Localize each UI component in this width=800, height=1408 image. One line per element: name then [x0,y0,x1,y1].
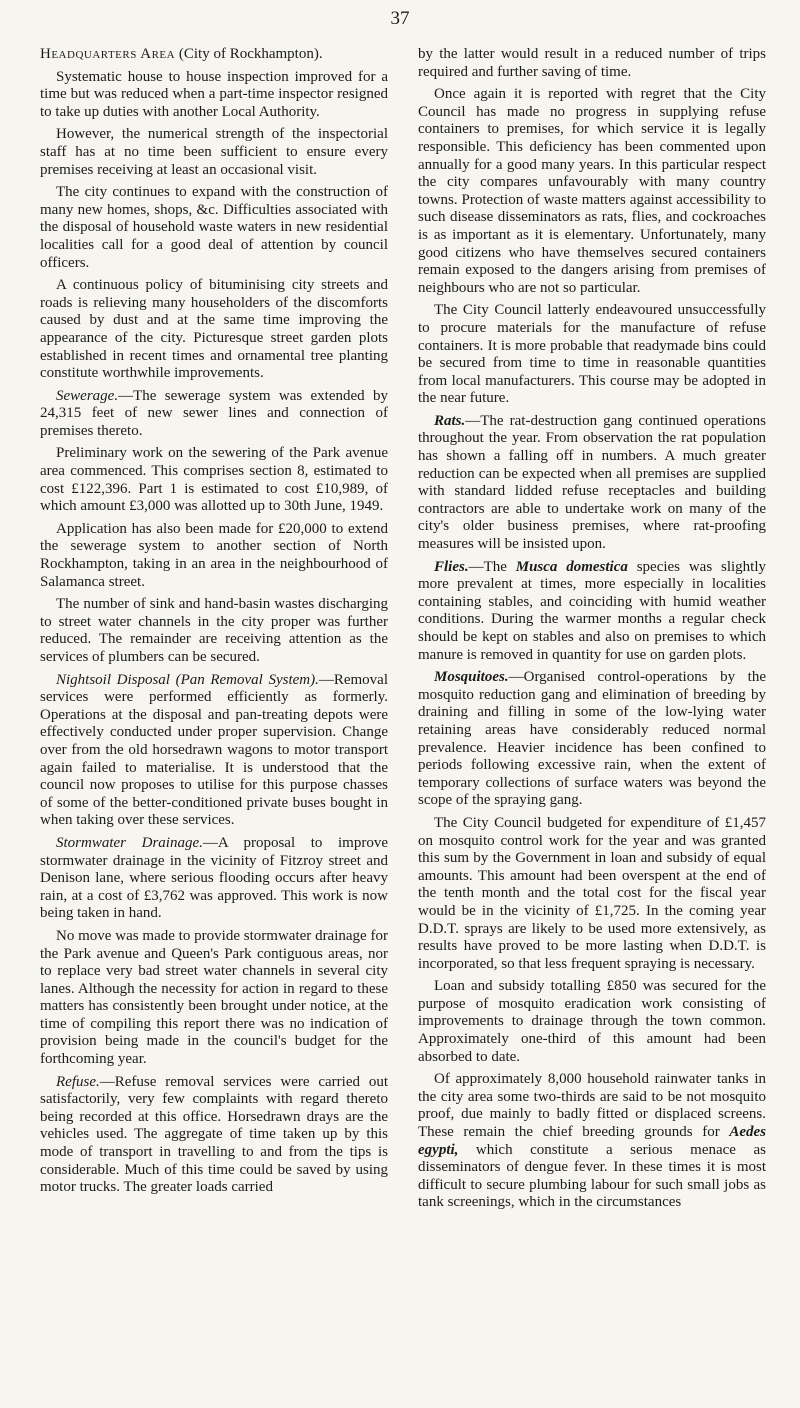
paragraph: The City Council latterly endeavoured unsuccessfully to procure materials for the manufacture of refuse containers. It is more probable that readymade bins could be secured from time to time in reasonable quantities from local manufacturers. This course may be adopted in the near future. [418,302,766,407]
section-nightsoil [40,672,388,830]
paragraph: The city continues to expand with the construction of many new homes, shops, &c. Difficulties associated with the disposal of household waste waters in new residential localities call for a good deal of attention by council officers. [40,184,388,271]
species-name: Aedes egypti, [418,1124,766,1158]
section-sewerage [40,388,388,441]
left-column [40,46,388,1212]
heading-headquarters-rest: (City of Rockhampton). [175,46,323,62]
section-rats [418,413,766,554]
paragraph: The City Council budgeted for expenditure of £1,457 on mosquito control work for the year and was granted this sum by the Government in loan and subsidy of equal amounts. This amount had been overspent at the end of the tenth month and the total cost for the fiscal year would be in the vicinity of £1,725. In the coming year D.D.T. sprays are likely to be used more extensively, as results have proved to be more lasting when D.D.T. is incorporated, so that less frequent spraying is necessary. [418,814,766,972]
paragraph-text: —Organised control-operations by the mosquito reduction gang and elimination of breeding by draining and filling in some of the low-lying water retaining areas have considerably reduced normal prevalence. Heavier incidence has been confined to periods following excessive rain, when the extent of temporary collections of surface waters was beyond the scope of the spraying gang. [418,669,766,809]
heading-rats: Rats. [434,412,466,429]
paragraph: Loan and subsidy totalling £850 was secured for the purpose of mosquito eradication work consisting of improvements to drainage through the town common. Approximately one-third of this amount had been absorbed to date. [418,978,766,1065]
paragraph-aedes [418,1071,766,1212]
heading-sewerage: Sewerage. [56,387,119,404]
paragraph-text: species was slightly more prevalent at times, more especially in localities containing stables, and coinciding with humid weather conditions. During the warmer months a regular check should be kept on stables and also on premises to which manure is removed in quantity for use on garden plots. [418,558,766,663]
section-refuse [40,1074,388,1197]
paragraph: The number of sink and hand-basin wastes discharging to street water channels in the city proper was further reduced. The remainder are receiving attention as the services of plumbers can be secured. [40,596,388,665]
heading-stormwater-drainage: Stormwater Drainage. [56,834,203,851]
paragraph-text: —The rat-destruction gang continued operations throughout the year. From observation the rat population has shown a falling off in numbers. A much greater reduction can be expected when all premises are supplied with standard lidded refuse receptacles and building contractors are able to undertake work on many of the city's older business premises, where rat-proofing measures will be insisted upon. [418,412,766,553]
paragraph-text: —Refuse removal services were carried out satisfactorily, very few complaints with regard thereto being recorded at this office. Horsedrawn drays are the vehicles used. The aggregate of time taken up by this mode of transport in travelling to and from the tips is considerable. Much of this time could be saved by using motor trucks. The greater loads carried [40,1073,388,1196]
paragraph-text: —The [468,558,516,575]
heading-refuse: Refuse. [56,1073,100,1090]
section-mosquitoes [418,669,766,810]
paragraph: Systematic house to house inspection improved for a time but was reduced when a part-time inspector resigned to take up duties with another Local Authority. [40,68,388,120]
paragraph: Preliminary work on the sewering of the Park avenue area commenced. This comprises section 8, estimated to cost £122,396. Part 1 is estimated to cost £10,989, of which amount £3,000 was allotted up to 30th June, 1949. [40,445,388,515]
paragraph-text: —A proposal to improve stormwater drainage in the vicinity of Fitzroy street and Denison lane, where serious flooding occurs after heavy rain, at a cost of £3,762 was approved. This work is now being taken in hand. [40,834,388,922]
paragraph: by the latter would result in a reduced number of trips required and further saving of time. [418,46,766,80]
heading-nightsoil-disposal: Nightsoil Disposal (Pan Removal System). [56,671,319,688]
paragraph-text: which constitute a serious menace as disseminators of dengue fever. In these times it is most difficult to secure plumbing labour for such small jobs as tank screenings, which in the circumstances [418,1141,766,1211]
heading-mosquitoes: Mosquitoes. [434,669,509,686]
page-number: 37 [390,8,410,29]
species-name: Musca domestica [515,558,628,575]
section-heading-headquarters [40,46,388,64]
right-column [418,46,766,1212]
heading-headquarters-area: Headquarters Area [40,46,176,62]
paragraph: Once again it is reported with regret that the City Council has made no progress in supplying refuse containers to premises, for which service it is legally responsible. This deficiency has been commented upon annually for a good many years. In this particular respect the city compares unfavourably with many country towns. Protection of waste matters against accessibility to such disease disseminators as rats, flies, and cockroaches is as important as it is elementary. Unfortunately, many good citizens who have themselves secured containers remain exposed to the dangers arising from premises of neighbours who are not so particular. [418,86,766,296]
paragraph: A continuous policy of bituminising city streets and roads is relieving many householders of the discomforts caused by dust and at the same time improving the appearance of the city. Picturesque street garden plots established in recent times and ornamental tree planting constitute worthwhile improvements. [40,277,388,382]
heading-flies: Flies. [434,558,469,575]
paragraph-text: —The sewerage system was extended by 24,315 feet of new sewer lines and connection of premises thereto. [40,387,388,439]
text-columns [40,46,766,1212]
section-flies [418,559,766,665]
paragraph: No move was made to provide stormwater drainage for the Park avenue and Queen's Park contiguous areas, nor to replace very bad street water channels in several city lanes. Although the necessity for action in regard to these matters has consistently been brought under notice, at the time of compiling this report there was no indication of provision being made in the council's budget for the forthcoming year. [40,927,388,1068]
paragraph: Application has also been made for £20,000 to extend the sewerage system to another section of North Rockhampton, taking in an area in the neighbourhood of Salamanca street. [40,520,388,590]
section-stormwater [40,835,388,923]
paragraph-text: —Removal services were performed efficiently as formerly. Operations at the disposal and pan-treating depots were effectively conducted under proper supervision. Change over from the old horsedrawn wagons to motor transport again failed to materialise. It is understood that the council now proposes to utilise for this purpose chasses of some of the better-conditioned private buses bought in when taking over these services. [40,671,388,829]
paragraph-text: Of approximately 8,000 household rainwater tanks in the city area some two-thirds are said to be not mosquito proof, due mainly to badly fitted or displaced screens. These remain the chief breeding grounds for [418,1071,766,1141]
paragraph: However, the numerical strength of the inspectorial staff has at no time been sufficient to ensure every premises receiving at least an occasional visit. [40,126,388,178]
